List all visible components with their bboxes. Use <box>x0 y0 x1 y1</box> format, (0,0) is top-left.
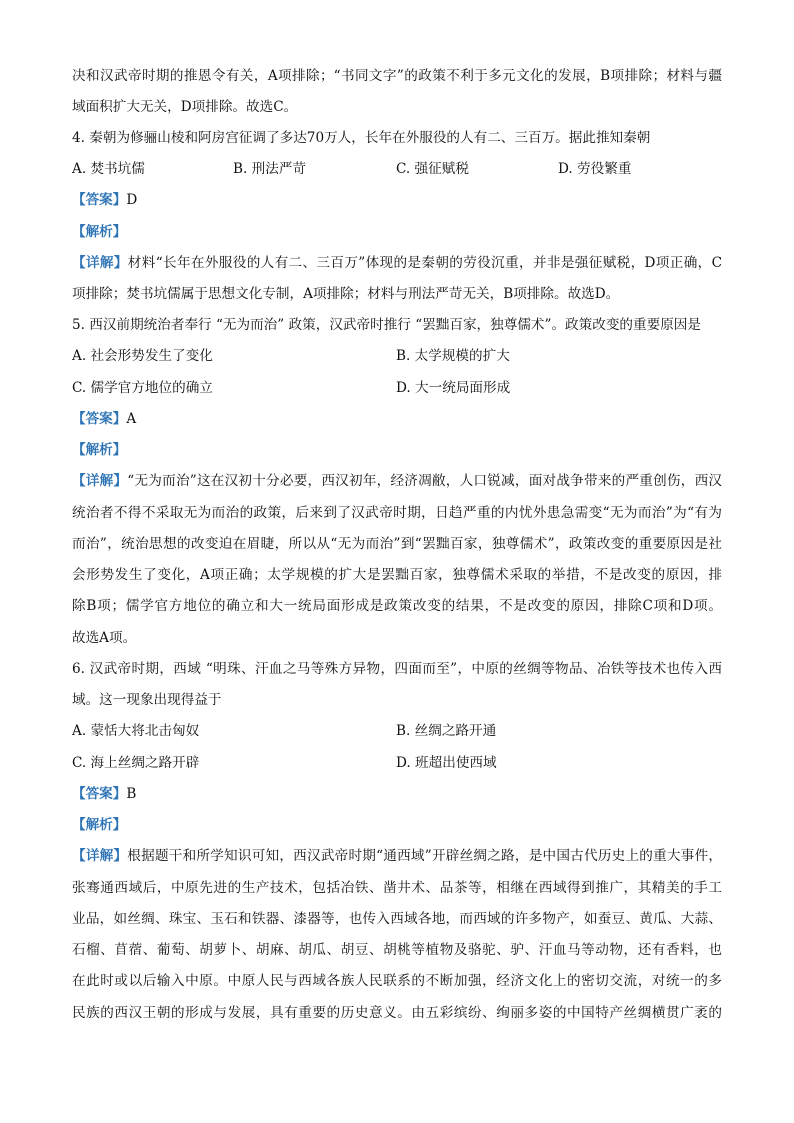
q5-detail-line-1 <box>72 471 722 491</box>
q5-answer <box>72 409 722 429</box>
detail-text: 根据题干和所学知识可知，西汉武帝时期“通西域”开辟丝绸之路，是中国古代历史上的重大事件， <box>127 848 722 864</box>
detail-tag: 【详解】 <box>72 473 128 489</box>
q6-detail-line-2: 张骞通西域后，中原先进的生产技术，包括冶铁、凿井术、品茶等，相继在西域得到推广，其精美的手工 <box>72 880 722 896</box>
q4-stem: 4. 秦朝为修骊山棱和阿房宫征调了多达70万人，长年在外服役的人有二、三百万。据此推知秦朝 <box>72 130 651 146</box>
intro-line-1: 决和汉武帝时期的推恩令有关，A项排除；“书同文字”的政策不利于多元文化的发展，B项排除；材料与疆 <box>72 68 722 84</box>
q6-detail-line-3: 业品，如丝绸、珠宝、玉石和铁器、漆器等，也传入西域各地，而西域的许多物产，如蚕豆、黄瓜、大蒜、 <box>72 911 722 927</box>
q5-detail-line-3: 而治”，统治思想的改变迫在眉睫，所以从“无为而治”到“罢黜百家，独尊儒术”，政策改变的重要原因是社 <box>72 536 722 552</box>
answer-tag: 【答案】 <box>72 786 127 802</box>
detail-text: 材料“长年在外服役的人有二、三百万”体现的是秦朝的劳役沉重，并非是强征赋税，D项正确，C <box>127 255 722 271</box>
answer-tag: 【答案】 <box>72 192 127 208</box>
q5-option-a: A. 社会形势发生了变化 <box>72 348 213 364</box>
q6-stem-line-1: 6. 汉武帝时期，西域 “明珠、汗血之马等殊方异物，四面而至”，中原的丝绸等物品、冶铁等技术也传入西 <box>72 661 722 677</box>
answer-value: D <box>126 192 138 208</box>
q5-detail-line-5: 除B项；儒学官方地位的确立和大一统局面形成是政策改变的结果，不是改变的原因，排除C项和D项。 <box>72 598 722 614</box>
q4-option-a: A. 焚书坑儒 <box>72 161 145 177</box>
q6-option-c: C. 海上丝绸之路开辟 <box>72 755 200 771</box>
analysis-tag: 【解析】 <box>72 224 127 240</box>
answer-value: B <box>126 786 137 802</box>
q5-option-c: C. 儒学官方地位的确立 <box>72 380 213 396</box>
q6-stem-line-2: 域。这一现象出现得益于 <box>72 692 222 708</box>
q4-answer <box>72 190 722 210</box>
q4-analysis <box>72 222 722 242</box>
q5-detail-line-2: 统治者不得不采取无为而治的政策，后来到了汉武帝时期，日趋严重的内忧外患急需变“无为而治”为“有为 <box>72 505 722 521</box>
answer-value: A <box>126 411 137 427</box>
intro-line-2: 域面积扩大无关，D项排除。故选C。 <box>72 99 298 115</box>
q5-option-b: B. 太学规模的扩大 <box>396 348 510 364</box>
q4-detail-line-1 <box>72 253 722 273</box>
q4-detail-line-2: 项排除；焚书坑儒属于思想文化专制，A项排除；材料与刑法严苛无关，B项排除。故选D。 <box>72 286 620 302</box>
answer-tag: 【答案】 <box>72 411 127 427</box>
q6-detail-line-5: 在此时或以后输入中原。中原人民与西域各族人民联系的不断加强，经济文化上的密切交流，对统一的多 <box>72 973 722 989</box>
analysis-tag: 【解析】 <box>72 817 127 833</box>
q4-option-b: B. 刑法严苛 <box>233 161 307 177</box>
q6-detail-line-6: 民族的西汉王朝的形成与发展，具有重要的历史意义。由五彩缤纷、绚丽多姿的中国特产丝绸横贯广袤的 <box>72 1005 722 1021</box>
q5-detail-line-6: 故选A项。 <box>72 630 137 646</box>
q6-answer <box>72 784 722 804</box>
detail-tag: 【详解】 <box>72 255 128 271</box>
q5-stem: 5. 西汉前期统治者奉行 “无为而治” 政策，汉武帝时推行 “罢黜百家，独尊儒术”。政策改变的重要原因是 <box>72 317 701 333</box>
q6-analysis <box>72 815 722 835</box>
q6-detail-line-1 <box>72 846 722 866</box>
q5-analysis <box>72 440 722 460</box>
q6-option-a: A. 蒙恬大将北击匈奴 <box>72 723 200 739</box>
q4-option-d: D. 劳役繁重 <box>558 161 632 177</box>
analysis-tag: 【解析】 <box>72 442 127 458</box>
q5-option-d: D. 大一统局面形成 <box>396 380 511 396</box>
detail-text: “无为而治”这在汉初十分必要，西汉初年，经济凋敝，人口锐减，面对战争带来的严重创伤，西汉 <box>127 473 722 489</box>
q4-option-c: C. 强征赋税 <box>396 161 469 177</box>
q6-detail-line-4: 石榴、苜蓿、葡萄、胡萝卜、胡麻、胡瓜、胡豆、胡桃等植物及骆驼、驴、汗血马等动物，还有香料，也 <box>72 942 722 958</box>
q5-detail-line-4: 会形势发生了变化，A项正确；太学规模的扩大是罢黜百家，独尊儒术采取的举措，不是改变的原因，排 <box>72 567 722 583</box>
q6-option-b: B. 丝绸之路开通 <box>396 723 497 739</box>
detail-tag: 【详解】 <box>72 848 128 864</box>
q6-option-d: D. 班超出使西域 <box>396 755 497 771</box>
